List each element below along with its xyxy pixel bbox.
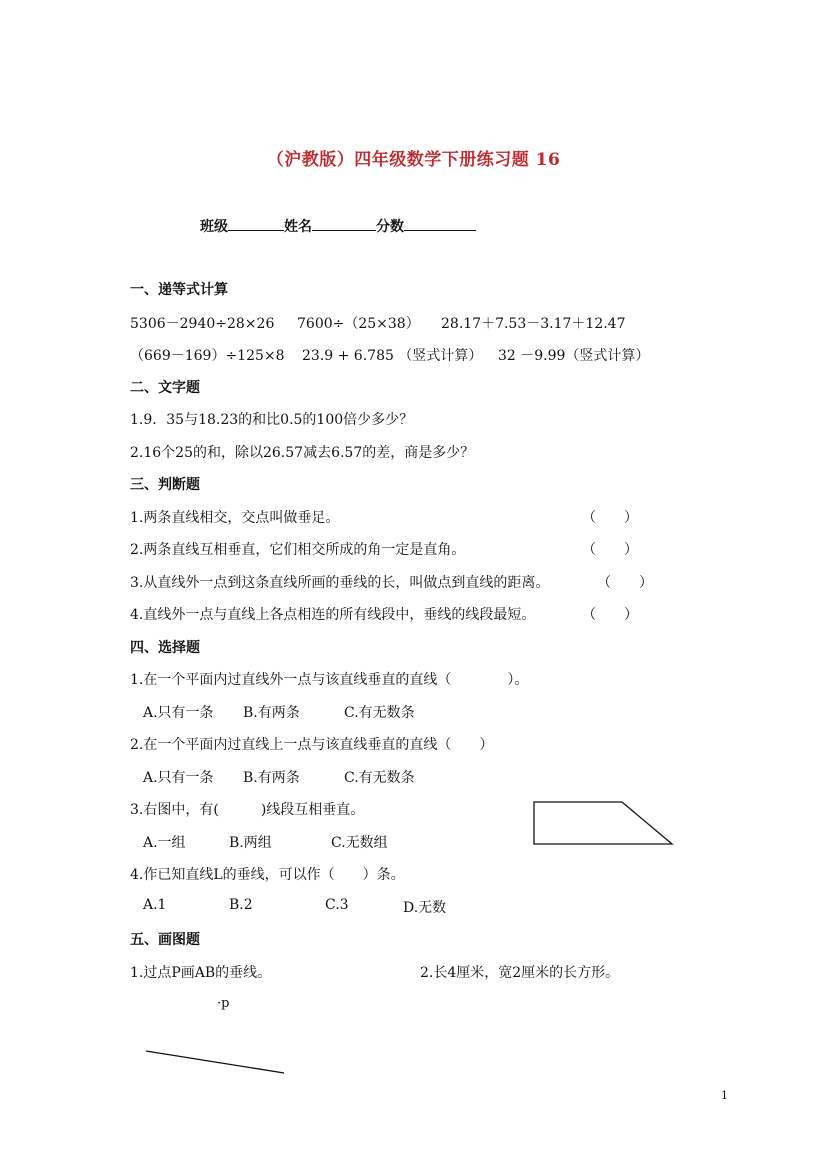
judge-item-4: 4.直线外一点与直线上各点相连的所有线段中，垂线的线段最短。 [130, 607, 536, 623]
calc-item: 32 －9.99（竖式计算） [498, 348, 650, 364]
calc-item: （669－169）÷125×8 [130, 348, 285, 364]
student-info-row [200, 216, 476, 236]
name-blank[interactable] [312, 216, 376, 231]
answer-paren[interactable]: （ ） [582, 510, 638, 526]
calc-item: 28.17＋7.53－3.17＋12.47 [441, 316, 626, 332]
name-label: 姓名 [284, 219, 312, 235]
choice-option[interactable]: A.只有一条 [143, 770, 214, 786]
choice-option[interactable]: C.有无数条 [344, 705, 415, 721]
class-label: 班级 [200, 219, 228, 235]
section-3-heading: 三、判断题 [130, 477, 200, 493]
line-ab [140, 1045, 290, 1079]
judge-item-2: 2.两条直线互相垂直，它们相交所成的角一定是直角。 [130, 542, 466, 558]
answer-paren[interactable]: （ ） [597, 575, 653, 591]
judge-item-1: 1.两条直线相交，交点叫做垂足。 [130, 510, 340, 526]
section-1-heading: 一、递等式计算 [130, 282, 228, 298]
choice-question-1: 1.在一个平面内过直线外一点与该直线垂直的直线（ ）。 [130, 672, 529, 688]
answer-paren[interactable]: （ ） [582, 542, 638, 558]
calc-item: 23.9 + 6.785 （竖式计算） [302, 348, 483, 364]
choice-option[interactable]: C.无数组 [331, 835, 388, 851]
score-label: 分数 [376, 219, 404, 235]
choice-question-4: 4.作已知直线L的垂线，可以作（ ）条。 [130, 867, 405, 883]
choice-option[interactable]: C.有无数条 [344, 770, 415, 786]
answer-paren[interactable]: （ ） [582, 607, 638, 623]
page-title: （沪教版）四年级数学下册练习题 16 [266, 150, 561, 170]
drawing-task-1: 1.过点P画AB的垂线。 [130, 965, 272, 981]
choice-option[interactable]: A.只有一条 [143, 705, 214, 721]
judge-item-3: 3.从直线外一点到这条直线所画的垂线的长，叫做点到直线的距离。 [130, 575, 550, 591]
choice-option[interactable]: B.有两条 [243, 770, 300, 786]
class-blank[interactable] [228, 216, 284, 231]
choice-option[interactable]: A.1 [143, 897, 167, 913]
trapezoid-figure [530, 798, 676, 848]
choice-option[interactable]: A.一组 [143, 835, 186, 851]
section-5-heading: 五、画图题 [130, 932, 200, 948]
word-problem-1: 1.9．35与18.23的和比0.5的100倍少多少？ [130, 412, 414, 428]
calc-item: 5306－2940÷28×26 [130, 316, 275, 332]
calc-item: 7600÷（25×38） [297, 316, 420, 332]
page-number: 1 [721, 1089, 728, 1102]
section-4-heading: 四、选择题 [130, 640, 200, 656]
score-blank[interactable] [404, 216, 476, 231]
choice-option[interactable]: B.有两条 [243, 705, 300, 721]
section-2-heading: 二、文字题 [130, 380, 200, 396]
drawing-task-2: 2.长4厘米，宽2厘米的长方形。 [420, 965, 620, 981]
choice-option[interactable]: C.3 [325, 897, 349, 913]
point-p-label: ·p [217, 996, 230, 1011]
choice-option[interactable]: D.无数 [403, 900, 447, 916]
word-problem-2: 2.16个25的和，除以26.57减去6.57的差，商是多少？ [130, 445, 475, 461]
choice-option[interactable]: B.2 [229, 897, 253, 913]
choice-question-2: 2.在一个平面内过直线上一点与该直线垂直的直线（ ） [130, 737, 494, 753]
choice-question-3: 3.右图中，有( )线段互相垂直。 [130, 802, 365, 818]
choice-option[interactable]: B.两组 [229, 835, 272, 851]
